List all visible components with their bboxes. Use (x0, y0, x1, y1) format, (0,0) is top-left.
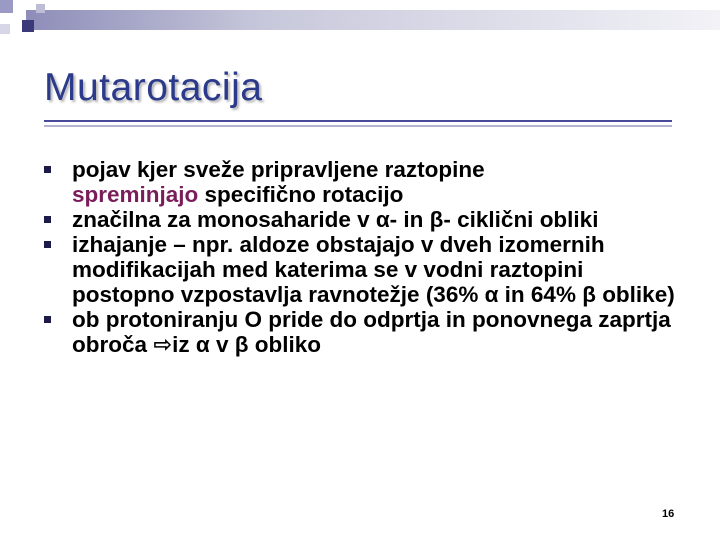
bullet-item (44, 307, 684, 357)
title-divider-shadow (44, 125, 672, 127)
slide-title: Mutarotacija (44, 66, 263, 109)
bullet-item (44, 232, 684, 307)
bullet-text-end: iz α v β obliko (172, 332, 321, 357)
highlighted-term: spreminjajo (72, 182, 199, 207)
bullet-text: pojav kjer sveže pripravljene raztopine (72, 157, 485, 182)
bullet-text-rest: specifično rotacijo (198, 182, 404, 207)
header-decoration (0, 0, 720, 60)
arrow-icon: ⇨ (153, 332, 173, 357)
square-bullet-icon (44, 241, 51, 248)
bullet-text: značilna za monosaharide v α- in β- ciklični obliki (72, 207, 599, 232)
bullet-item (44, 207, 684, 232)
square-bullet-icon (44, 166, 51, 173)
bullet-text: ob protoniranju O pride do odprtja in ponovnega zaprtja obroča (72, 307, 671, 357)
page-number: 16 (662, 508, 675, 520)
square-bullet-icon (44, 216, 51, 223)
bullet-text: izhajanje – npr. aldoze obstajajo v dveh izomernih modifikacijah med katerima se v vodni raztopini postopno vzpostavlja ravnotežje (36% α in 64% β oblike) (72, 232, 675, 307)
bullet-item (44, 157, 684, 207)
bullet-list (44, 157, 684, 357)
title-divider (44, 120, 672, 122)
square-bullet-icon (44, 316, 51, 323)
